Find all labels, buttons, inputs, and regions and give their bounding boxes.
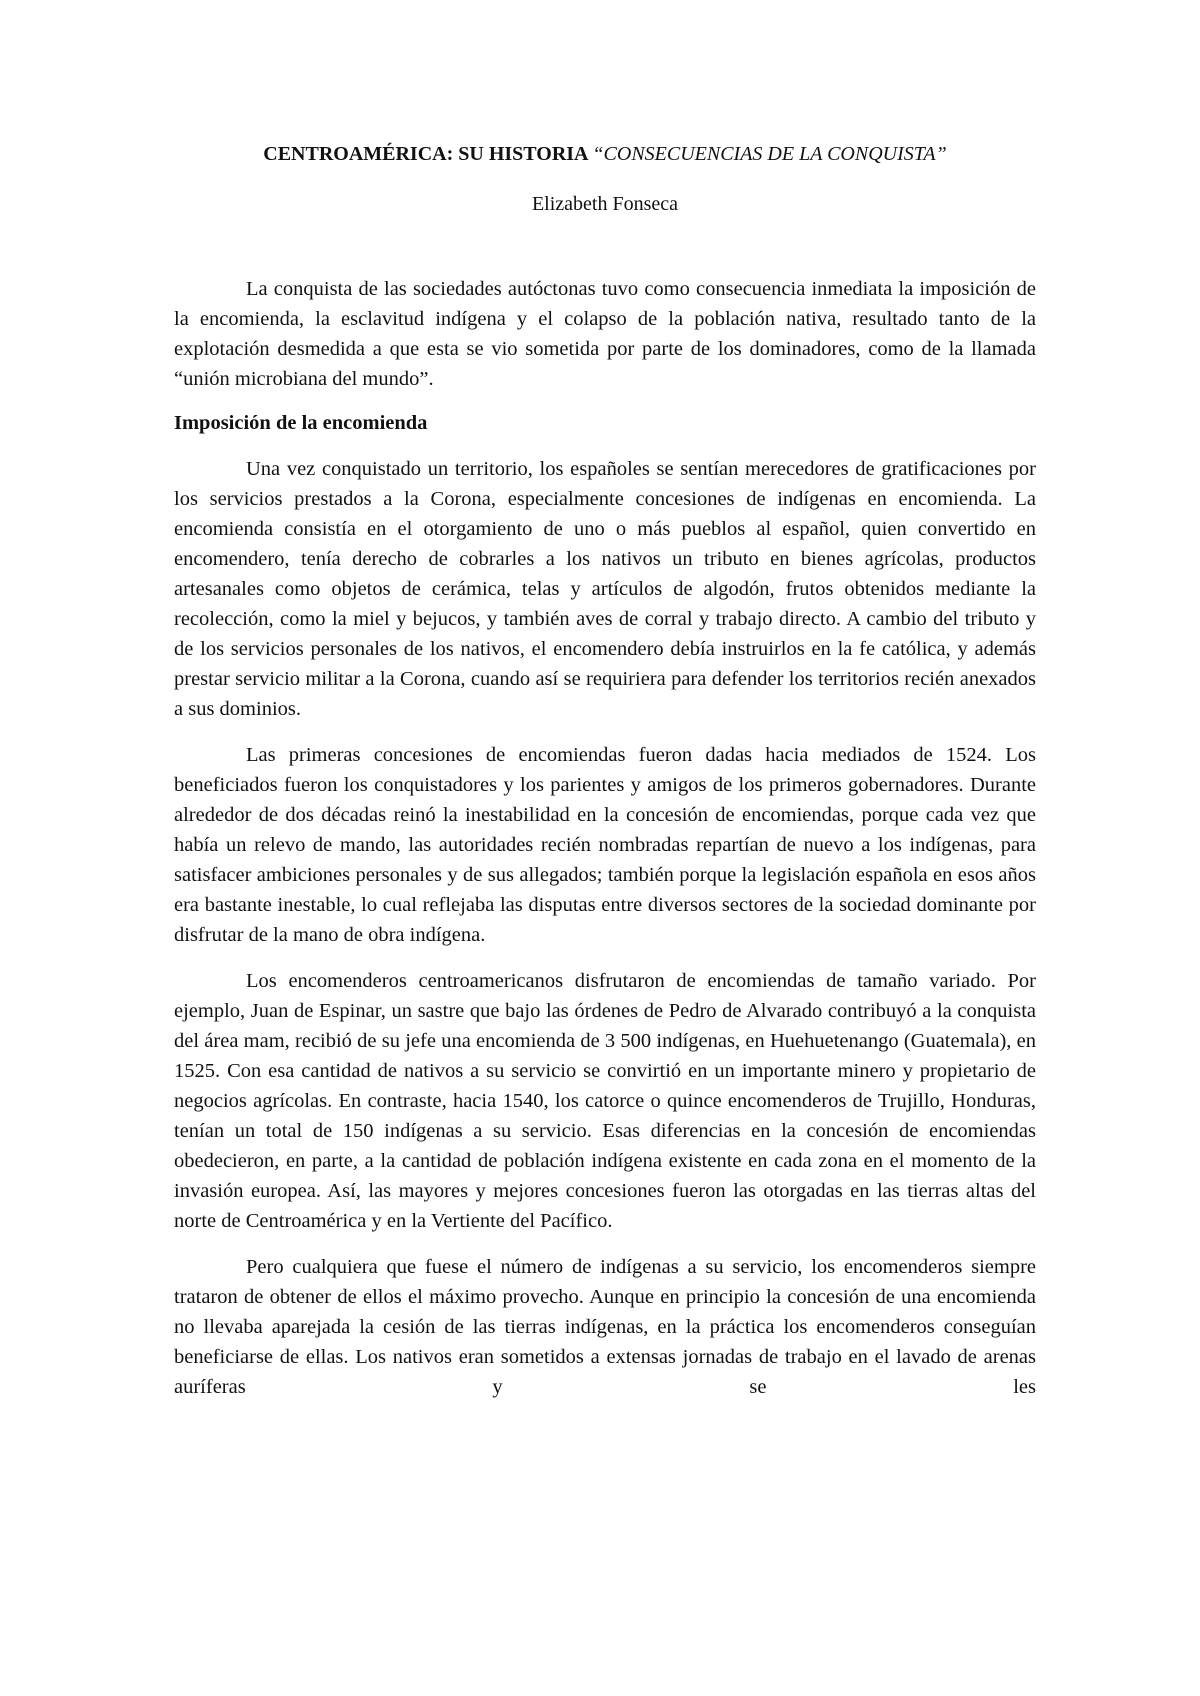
body-paragraph-3: Los encomenderos centroamericanos disfrutaron de encomiendas de tamaño variado. Por ejemplo, Juan de Espinar, un sastre que bajo las órdenes de Pedro de Alvarado contribuyó a la conquista del área mam, recibió de su jefe una encomienda de 3 500 indígenas, en Huehuetenango (Guatemala), en 1525. Con esa cantidad de nativos a su servicio se convirtió en un importante minero y propietario de negocios agrícolas. En contraste, hacia 1540, los catorce o quince encomenderos de Trujillo, Honduras, tenían un total de 150 indígenas a su servicio. Esas diferencias en la concesión de encomiendas obedecieron, en parte, a la cantidad de población indígena existente en cada zona en el momento de la invasión europea. Así, las mayores y mejores concesiones fueron las otorgadas en las tierras altas del norte de Centroamérica y en la Vertiente del Pacífico. xyxy=(174,970,1036,1232)
intro-paragraph: La conquista de las sociedades autóctonas tuvo como consecuencia inmediata la imposición de la encomienda, la esclavitud indígena y el colapso de la población nativa, resultado tanto de la explotación desmedida a que esta se vio sometida por parte de los dominadores, como de la llamada “unión microbiana del mundo”. xyxy=(174,278,1036,390)
author-name: Elizabeth Fonseca xyxy=(531,193,679,215)
document-title xyxy=(174,140,1036,168)
body-paragraph-4: Pero cualquiera que fuese el número de indígenas a su servicio, los encomenderos siempre trataron de obtener de ellos el máximo provecho. Aunque en principio la concesión de una encomienda no llevaba aparejada la cesión de las tierras indígenas, en la práctica los encomenderos conseguían beneficiarse de ellas. Los nativos eran sometidos a extensas jornadas de trabajo en el lavado de arenas auríferas y se les xyxy=(174,1256,1036,1398)
body-paragraph-1: Una vez conquistado un territorio, los españoles se sentían merecedores de gratificaciones por los servicios prestados a la Corona, especialmente concesiones de indígenas en encomienda. La encomienda consistía en el otorgamiento de uno o más pueblos al español, quien convertido en encomendero, tenía derecho de cobrarles a los nativos un tributo en bienes agrícolas, productos artesanales como objetos de cerámica, telas y artículos de algodón, frutos obtenidos mediante la recolección, como la miel y bejucos, y también aves de corral y trabajo directo. A cambio del tributo y de los servicios personales de los nativos, el encomendero debía instruirlos en la fe católica, y además prestar servicio militar a la Corona, cuando así se requiriera para defender los territorios recién anexados a sus dominios. xyxy=(174,458,1036,720)
body-paragraph-2: Las primeras concesiones de encomiendas fueron dadas hacia mediados de 1524. Los beneficiados fueron los conquistadores y los parientes y amigos de los primeros gobernadores. Durante alrededor de dos décadas reinó la inestabilidad en la concesión de encomiendas, porque cada vez que había un relevo de mando, las autoridades recién nombradas repartían de nuevo a los indígenas, para satisfacer ambiciones personales y de sus allegados; también porque la legislación española en esos años era bastante inestable, lo cual reflejaba las disputas entre diversos sectores de la sociedad dominante por disfrutar de la mano de obra indígena. xyxy=(174,744,1036,946)
section-heading: Imposición de la encomienda xyxy=(174,412,428,434)
document-body xyxy=(174,140,1036,1402)
title-main: CENTROAMÉRICA: SU HISTORIA xyxy=(263,143,593,165)
title-subtitle: “CONSECUENCIAS DE LA CONQUISTA” xyxy=(592,143,947,165)
